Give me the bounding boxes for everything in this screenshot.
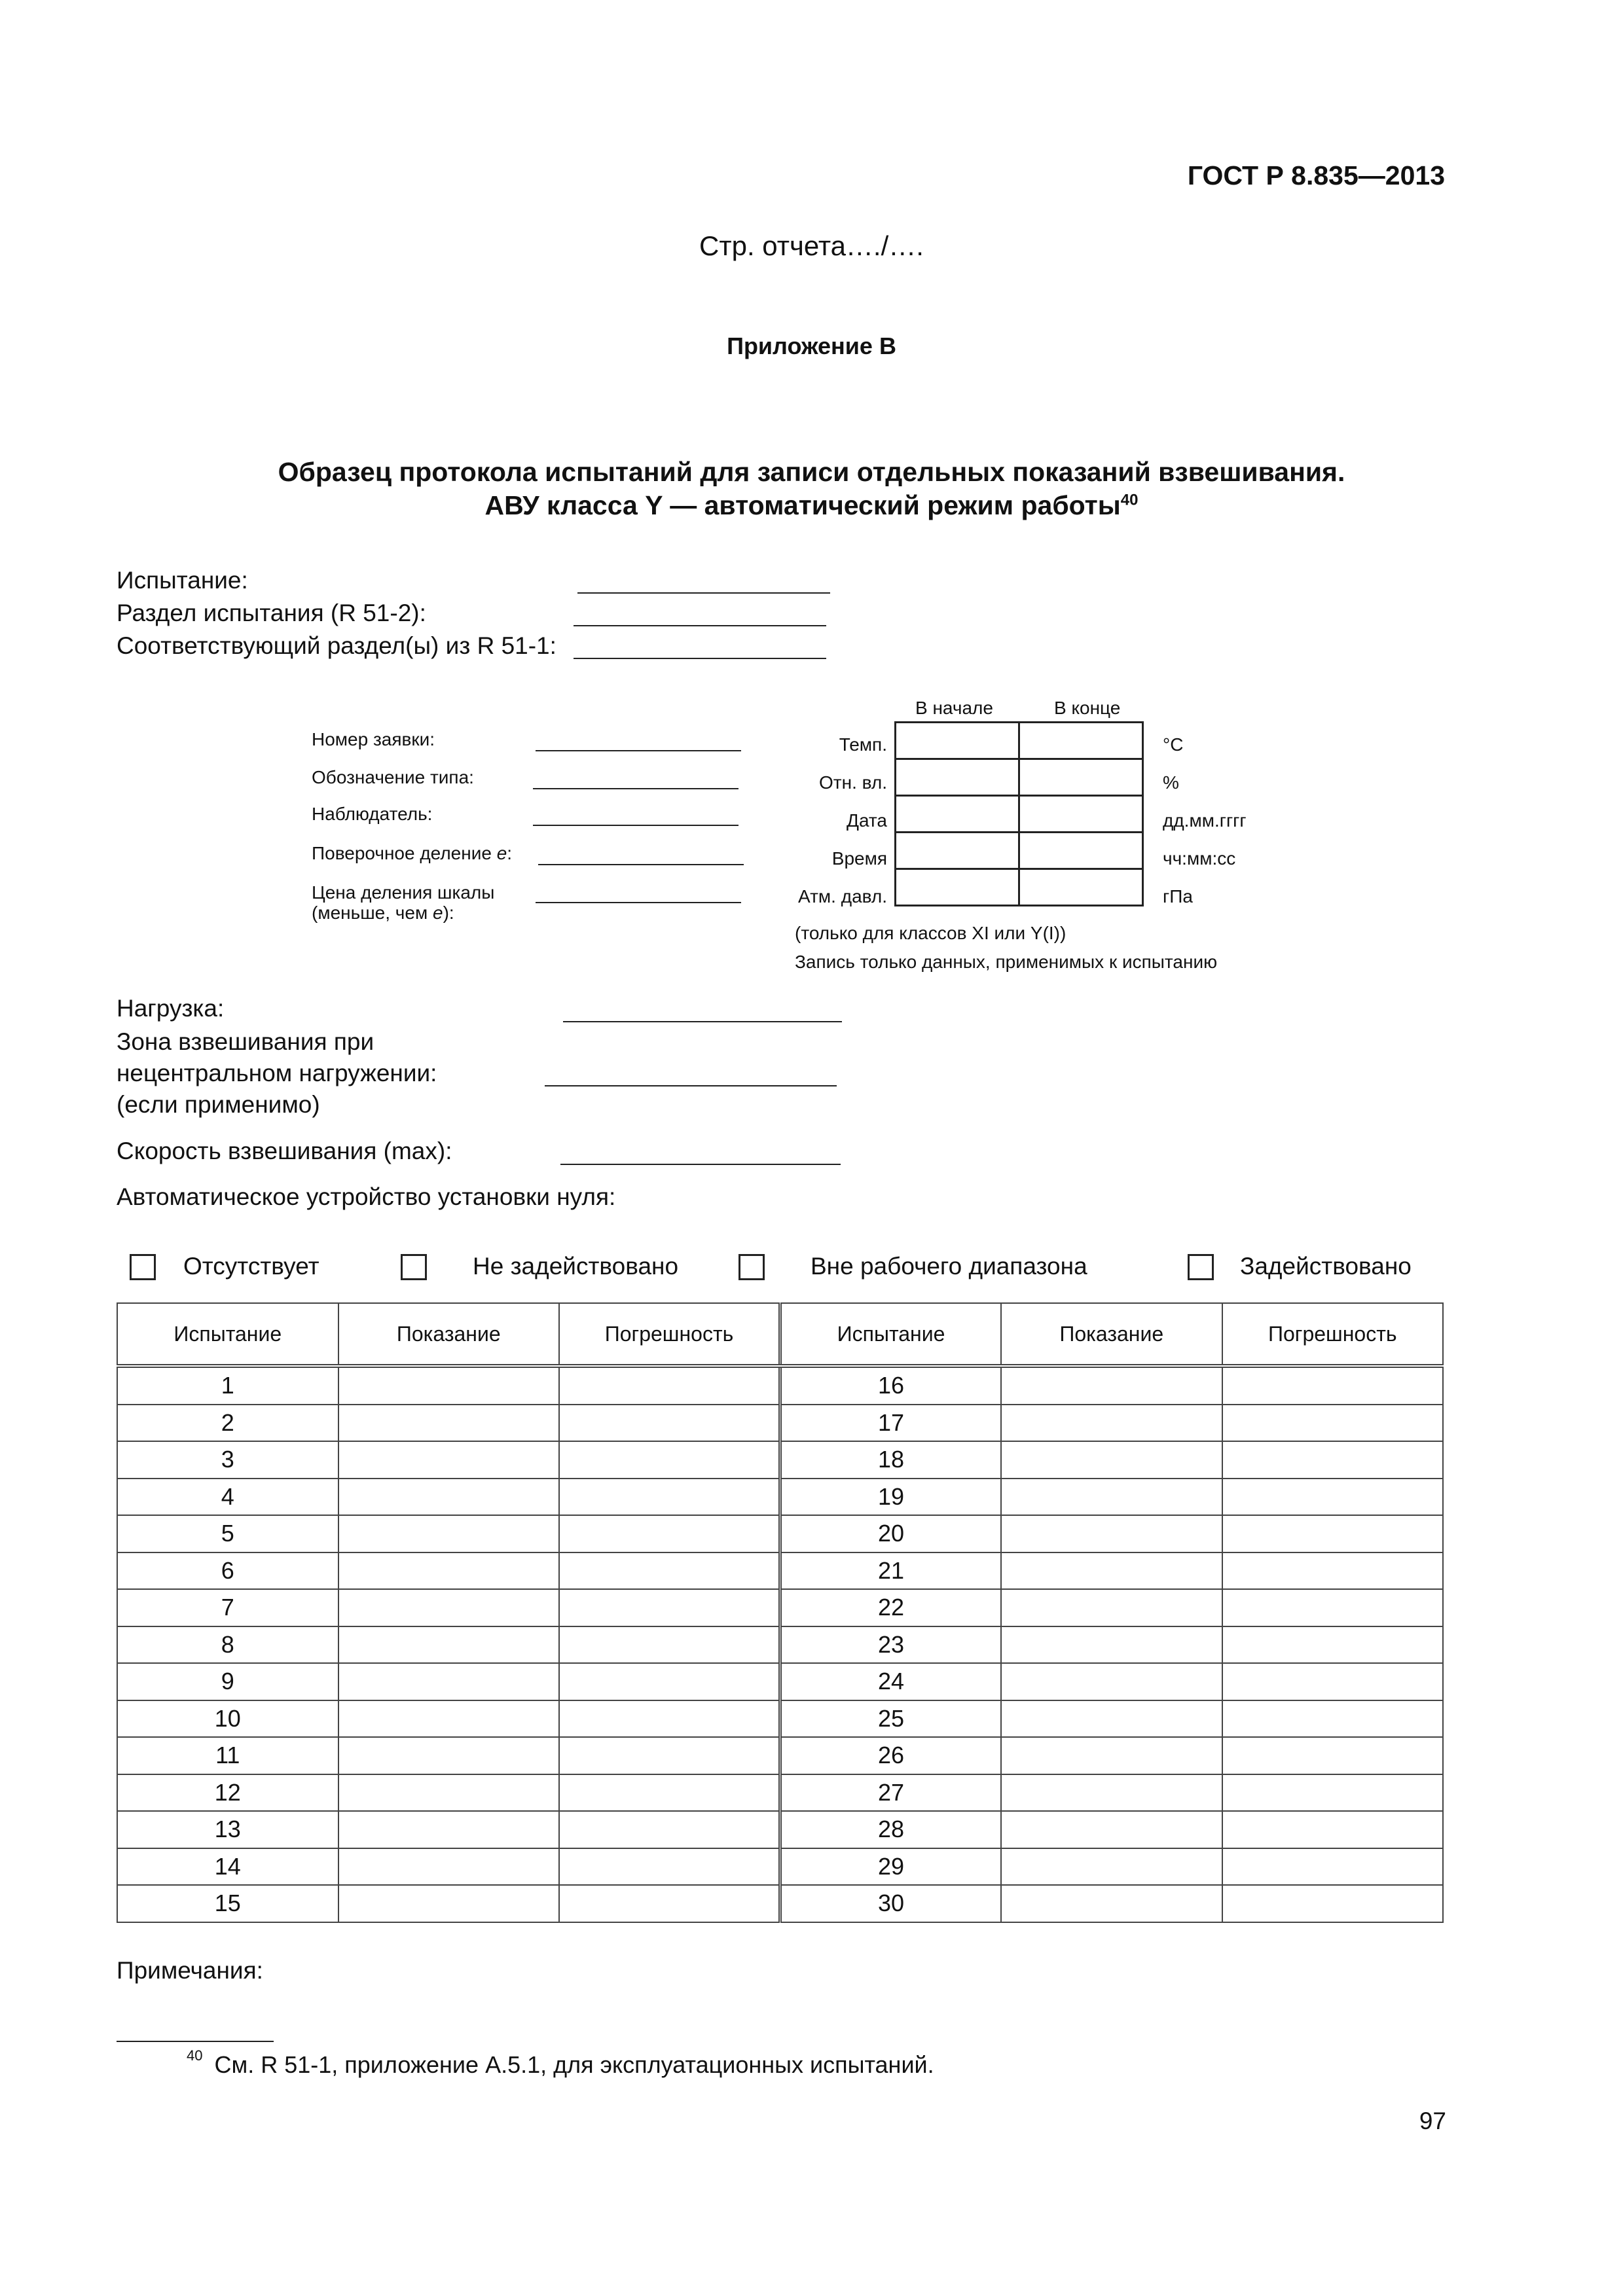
field-line-load[interactable] — [563, 1021, 842, 1022]
page-title — [0, 456, 1623, 522]
error-cell[interactable] — [559, 1885, 780, 1922]
test-number-cell: 10 — [117, 1700, 338, 1738]
env-unit-time: чч:мм:сс — [1163, 848, 1236, 869]
title-line-1: Образец протокола испытаний для записи отдельных показаний взвешивания. — [278, 457, 1345, 487]
checkbox-not-operating[interactable] — [401, 1254, 427, 1280]
env-unit-date: дд.мм.гггг — [1163, 810, 1247, 831]
environment-table — [894, 721, 1144, 906]
reading-cell[interactable] — [1001, 1552, 1222, 1590]
field-line-related-section[interactable] — [574, 658, 826, 659]
notes-label: Примечания: — [117, 1957, 263, 1984]
reading-cell[interactable] — [1001, 1479, 1222, 1516]
reading-cell[interactable] — [1001, 1811, 1222, 1848]
reading-cell[interactable] — [1001, 1774, 1222, 1812]
col-header-reading: Показание — [338, 1303, 560, 1366]
table-row — [117, 1700, 1443, 1738]
reading-cell[interactable] — [338, 1589, 560, 1626]
report-page-counter: Стр. отчета…./…. — [699, 230, 924, 261]
test-number-cell: 9 — [117, 1663, 338, 1700]
reading-cell[interactable] — [1001, 1405, 1222, 1442]
reading-cell[interactable] — [338, 1700, 560, 1738]
reading-cell[interactable] — [1001, 1700, 1222, 1738]
test-number-cell: 22 — [780, 1589, 1002, 1626]
reading-cell[interactable] — [1001, 1366, 1222, 1405]
test-number-cell: 24 — [780, 1663, 1002, 1700]
error-cell[interactable] — [1222, 1552, 1444, 1590]
error-cell[interactable] — [1222, 1774, 1444, 1812]
reading-cell[interactable] — [338, 1663, 560, 1700]
table-row — [117, 1774, 1443, 1812]
env-cell[interactable] — [896, 796, 1019, 833]
env-label-temp: Темп. — [839, 734, 887, 755]
error-cell[interactable] — [1222, 1366, 1444, 1405]
error-cell[interactable] — [559, 1366, 780, 1405]
reading-cell[interactable] — [1001, 1737, 1222, 1774]
env-cell[interactable] — [896, 833, 1019, 869]
footnote-number: 40 — [187, 2047, 203, 2064]
error-cell[interactable] — [1222, 1700, 1444, 1738]
error-cell[interactable] — [1222, 1848, 1444, 1886]
env-label-humidity: Отн. вл. — [819, 772, 887, 793]
reading-cell[interactable] — [1001, 1626, 1222, 1664]
reading-cell[interactable] — [1001, 1663, 1222, 1700]
field-label-scale-division: Цена деления шкалы (меньше, чем е): — [312, 882, 495, 924]
field-label-test: Испытание: — [117, 567, 248, 594]
test-number-cell: 5 — [117, 1515, 338, 1552]
test-number-cell: 26 — [780, 1737, 1002, 1774]
col-header-error: Погрешность — [559, 1303, 780, 1366]
table-row — [117, 1589, 1443, 1626]
reading-cell[interactable] — [338, 1479, 560, 1516]
env-unit-temp: °C — [1163, 734, 1184, 755]
checkbox-label-operating: Задействовано — [1240, 1253, 1412, 1280]
reading-cell[interactable] — [338, 1626, 560, 1664]
title-line-2: АВУ класса Y — автоматический режим работы$^{40}$ — [484, 490, 1139, 520]
env-unit-humidity: % — [1163, 772, 1179, 793]
reading-cell[interactable] — [338, 1737, 560, 1774]
field-line-test-section[interactable] — [574, 625, 826, 626]
test-number-cell: 20 — [780, 1515, 1002, 1552]
error-cell[interactable] — [559, 1589, 780, 1626]
test-number-cell: 13 — [117, 1811, 338, 1848]
reading-cell[interactable] — [1001, 1848, 1222, 1886]
env-cell[interactable] — [1019, 796, 1143, 833]
appendix-label: Приложение В — [727, 332, 896, 359]
field-label-observer: Наблюдатель: — [312, 804, 433, 824]
checkbox-label-absent: Отсутствует — [183, 1253, 319, 1280]
test-number-cell: 11 — [117, 1737, 338, 1774]
checkbox-absent[interactable] — [130, 1254, 156, 1280]
env-cell[interactable] — [1019, 759, 1143, 796]
footnote — [187, 2047, 934, 2079]
env-label-pressure: Атм. давл. — [798, 886, 887, 906]
reading-cell[interactable] — [338, 1515, 560, 1552]
table-row — [117, 1737, 1443, 1774]
reading-cell[interactable] — [1001, 1441, 1222, 1479]
error-cell[interactable] — [559, 1737, 780, 1774]
test-number-cell: 2 — [117, 1405, 338, 1442]
reading-cell[interactable] — [338, 1366, 560, 1405]
checkbox-label-not-operating: Не задействовано — [473, 1253, 679, 1280]
field-label-test-section: Раздел испытания (R 51-2): — [117, 600, 426, 626]
test-number-cell: 30 — [780, 1885, 1002, 1922]
field-line-eccentric-zone[interactable] — [545, 1085, 837, 1086]
field-label-eccentric-zone: Зона взвешивания при нецентральном нагружении: (если применимо) — [117, 1028, 437, 1118]
checkbox-out-of-range[interactable] — [739, 1254, 765, 1280]
test-number-cell: 25 — [780, 1700, 1002, 1738]
table-row — [117, 1405, 1443, 1442]
env-col-end: В конце — [1054, 698, 1121, 718]
error-cell[interactable] — [559, 1405, 780, 1442]
table-row — [117, 1885, 1443, 1922]
test-number-cell: 16 — [780, 1366, 1002, 1405]
footnote-text: См. R 51-1, приложение А.5.1, для эксплуатационных испытаний. — [214, 2051, 934, 2078]
reading-cell[interactable] — [338, 1405, 560, 1442]
table-row — [117, 1479, 1443, 1516]
field-label-related-section: Соответствующий раздел(ы) из R 51-1: — [117, 632, 556, 659]
test-number-cell: 6 — [117, 1552, 338, 1590]
reading-cell[interactable] — [1001, 1515, 1222, 1552]
page-number: 97 — [1419, 2108, 1446, 2134]
error-cell[interactable] — [1222, 1589, 1444, 1626]
test-number-cell: 21 — [780, 1552, 1002, 1590]
error-cell[interactable] — [559, 1479, 780, 1516]
error-cell[interactable] — [559, 1626, 780, 1664]
test-number-cell: 12 — [117, 1774, 338, 1812]
field-line-scale-division[interactable] — [536, 902, 741, 903]
test-number-cell: 29 — [780, 1848, 1002, 1886]
error-cell[interactable] — [1222, 1515, 1444, 1552]
field-label-verification-division: Поверочное деление е: — [312, 843, 513, 863]
table-row — [117, 1626, 1443, 1664]
error-cell[interactable] — [559, 1811, 780, 1848]
error-cell[interactable] — [1222, 1663, 1444, 1700]
reading-cell[interactable] — [338, 1811, 560, 1848]
results-table — [117, 1302, 1444, 1923]
standard-code: ГОСТ Р 8.835—2013 — [1187, 160, 1445, 190]
env-cell[interactable] — [1019, 869, 1143, 906]
env-cell[interactable] — [896, 869, 1019, 906]
error-cell[interactable] — [559, 1774, 780, 1812]
field-line-type[interactable] — [533, 788, 739, 789]
error-cell[interactable] — [559, 1848, 780, 1886]
reading-cell[interactable] — [338, 1552, 560, 1590]
test-number-cell: 14 — [117, 1848, 338, 1886]
env-cell[interactable] — [896, 723, 1019, 759]
table-row — [117, 1848, 1443, 1886]
test-number-cell: 1 — [117, 1366, 338, 1405]
field-line-request[interactable] — [536, 750, 741, 751]
error-cell[interactable] — [559, 1515, 780, 1552]
error-cell[interactable] — [1222, 1626, 1444, 1664]
test-number-cell: 4 — [117, 1479, 338, 1516]
env-col-start: В начале — [915, 698, 993, 718]
env-cell[interactable] — [896, 759, 1019, 796]
error-cell[interactable] — [1222, 1405, 1444, 1442]
reading-cell[interactable] — [1001, 1589, 1222, 1626]
reading-cell[interactable] — [1001, 1885, 1222, 1922]
reading-cell[interactable] — [338, 1848, 560, 1886]
error-cell[interactable] — [559, 1700, 780, 1738]
error-cell[interactable] — [1222, 1479, 1444, 1516]
field-label-zero-setting: Автоматическое устройство установки нуля: — [117, 1183, 616, 1210]
reading-cell[interactable] — [338, 1774, 560, 1812]
test-number-cell: 19 — [780, 1479, 1002, 1516]
field-line-observer[interactable] — [533, 825, 739, 826]
env-label-date: Дата — [846, 810, 887, 831]
test-number-cell: 15 — [117, 1885, 338, 1922]
field-label-type: Обозначение типа: — [312, 767, 474, 787]
env-cell[interactable] — [1019, 723, 1143, 759]
table-row — [117, 1441, 1443, 1479]
table-row — [117, 1515, 1443, 1552]
field-label-request: Номер заявки: — [312, 729, 435, 749]
error-cell[interactable] — [559, 1552, 780, 1590]
env-unit-pressure: гПа — [1163, 886, 1193, 906]
footnote-rule — [117, 2041, 274, 2042]
field-line-speed[interactable] — [560, 1164, 841, 1165]
test-number-cell: 7 — [117, 1589, 338, 1626]
col-header-reading: Показание — [1001, 1303, 1222, 1366]
test-number-cell: 18 — [780, 1441, 1002, 1479]
test-number-cell: 27 — [780, 1774, 1002, 1812]
footnote-ref: 40 — [1120, 491, 1139, 509]
error-cell[interactable] — [1222, 1737, 1444, 1774]
test-number-cell: 17 — [780, 1405, 1002, 1442]
checkbox-operating[interactable] — [1188, 1254, 1214, 1280]
error-cell[interactable] — [1222, 1885, 1444, 1922]
table-row — [117, 1811, 1443, 1848]
env-label-time: Время — [831, 848, 887, 869]
error-cell[interactable] — [559, 1441, 780, 1479]
error-cell[interactable] — [1222, 1441, 1444, 1479]
error-cell[interactable] — [1222, 1811, 1444, 1848]
col-header-test: Испытание — [780, 1303, 1002, 1366]
table-row — [117, 1366, 1443, 1405]
field-line-test[interactable] — [577, 592, 830, 594]
env-note-classes: (только для классов XI или Y(I)) — [795, 923, 1067, 943]
test-number-cell: 8 — [117, 1626, 338, 1664]
env-cell[interactable] — [1019, 833, 1143, 869]
reading-cell[interactable] — [338, 1885, 560, 1922]
table-row — [117, 1663, 1443, 1700]
checkbox-label-out-of-range: Вне рабочего диапазона — [811, 1253, 1087, 1280]
field-label-speed: Скорость взвешивания (max): — [117, 1138, 452, 1164]
error-cell[interactable] — [559, 1663, 780, 1700]
env-note-record: Запись только данных, применимых к испытанию — [795, 952, 1218, 972]
table-row — [117, 1552, 1443, 1590]
col-header-error: Погрешность — [1222, 1303, 1444, 1366]
field-line-verification-division[interactable] — [538, 864, 744, 865]
col-header-test: Испытание — [117, 1303, 338, 1366]
test-number-cell: 28 — [780, 1811, 1002, 1848]
reading-cell[interactable] — [338, 1441, 560, 1479]
field-label-load: Нагрузка: — [117, 995, 225, 1022]
test-number-cell: 3 — [117, 1441, 338, 1479]
test-number-cell: 23 — [780, 1626, 1002, 1664]
